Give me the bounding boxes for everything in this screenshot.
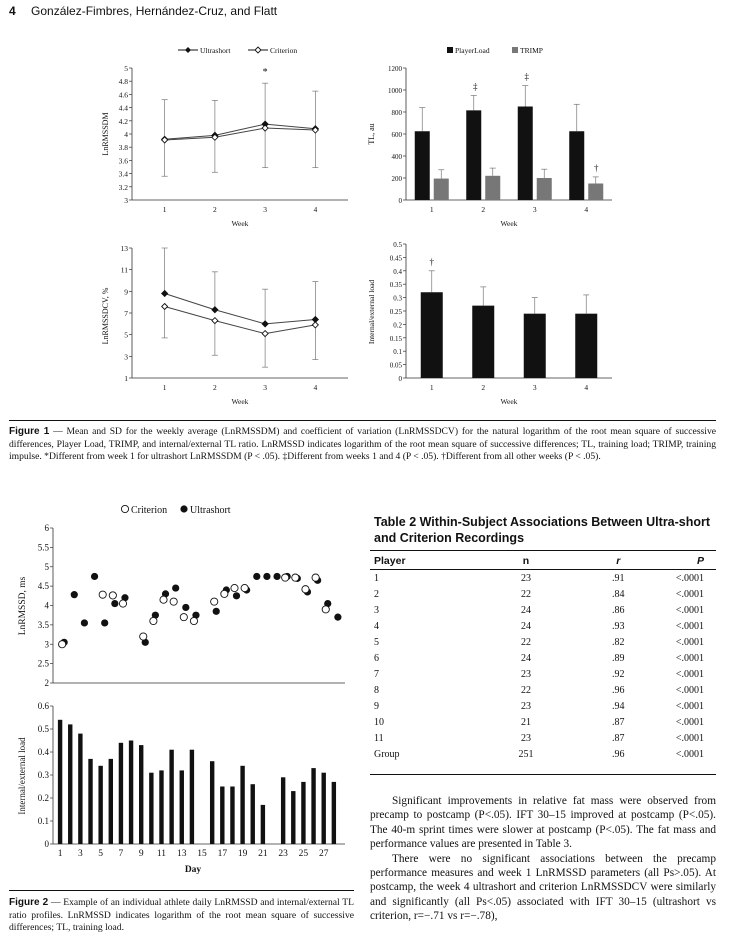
x-tick-label: 21 <box>258 849 268 859</box>
body-text <box>370 794 716 924</box>
cell-p: <.0001 <box>675 652 704 664</box>
data-point-criterion <box>150 617 157 624</box>
x-tick-label: 4 <box>313 205 318 214</box>
y-tick-label: 1000 <box>388 87 402 95</box>
bar-day-7 <box>119 743 123 844</box>
x-tick-label: 25 <box>298 849 309 859</box>
table-row <box>370 730 716 746</box>
y-tick-label: 3.4 <box>118 169 128 179</box>
x-tick-label: 7 <box>118 849 124 859</box>
cell-r: .82 <box>612 636 625 648</box>
y-tick-label: 4.8 <box>118 77 128 87</box>
y-tick-label: 0.25 <box>389 308 402 316</box>
figure2-chart-bars <box>9 698 354 883</box>
table2-title: Table 2 Within-Subject Associations Between Ultra-short and Criterion Recordings <box>374 515 711 545</box>
bar-day-1 <box>58 720 62 844</box>
bar-day-11 <box>159 770 163 844</box>
table-row <box>370 746 716 762</box>
table-row <box>370 698 716 714</box>
y-tick-label: 3 <box>44 639 49 650</box>
cell-p: <.0001 <box>675 748 704 760</box>
data-point-criterion <box>282 574 289 581</box>
table2-header-row <box>370 553 716 570</box>
table-row <box>370 570 716 587</box>
data-point-ultrashort <box>162 291 168 297</box>
y-tick-label: 0.05 <box>389 361 402 370</box>
table-row <box>370 618 716 634</box>
cell-r: .96 <box>612 684 625 696</box>
figure2-caption <box>9 897 354 935</box>
y-tick-label: 0.3 <box>393 294 402 303</box>
cell-n: 24 <box>520 652 531 664</box>
table2-bottom-rule <box>370 774 716 775</box>
col-p-header: P <box>696 555 704 567</box>
x-tick-label: 4 <box>313 383 318 392</box>
y-axis-label: Internal/external load <box>17 737 27 815</box>
cell-player: 9 <box>374 700 379 712</box>
figure1-caption <box>9 426 716 464</box>
cell-player: 2 <box>374 588 379 600</box>
data-point-criterion <box>302 586 309 593</box>
cell-p: <.0001 <box>675 604 704 616</box>
bar-day-10 <box>149 773 153 844</box>
y-tick-label: 0.3 <box>37 770 49 780</box>
data-point-ultrashort <box>213 608 220 615</box>
bar-day-18 <box>230 787 234 845</box>
series-line-ultrashort <box>165 124 316 139</box>
data-point-ultrashort <box>81 619 88 626</box>
legend-marker-ultrashort <box>180 505 187 512</box>
y-tick-label: 400 <box>391 153 402 161</box>
bar-trimp <box>434 179 449 200</box>
data-point-criterion <box>312 574 319 581</box>
cell-r: .89 <box>612 652 625 664</box>
table2 <box>370 553 716 762</box>
data-point-ultrashort <box>101 619 108 626</box>
bar-day-9 <box>139 745 143 844</box>
cell-player: 8 <box>374 684 379 696</box>
bar-ratio <box>421 292 443 378</box>
cell-p: <.0001 <box>675 572 704 584</box>
data-point-criterion <box>162 304 168 310</box>
cell-p: <.0001 <box>675 588 704 600</box>
bar-day-19 <box>240 766 244 844</box>
legend-marker-criterion <box>121 505 128 512</box>
y-tick-label: 3.6 <box>118 156 128 166</box>
table-row <box>370 650 716 666</box>
y-tick-label: 5 <box>124 330 128 340</box>
figure1-caption-text: — Mean and SD for the weekly average (LnRMSSDM) and coefficient of variation (LnRMSSDCV) for the natural logarithm of the root mean square of successive differences, Player Load, TRIMP, and internal/external TL ratio. LnRMSSD indicates logarithm of the root mean square of successive differences; TL, training load; TRIMP, training impulse. *Different from week 1 for ultrashort LnRMSSDM (P < .05). ‡Different from weeks 1 and 4 (P < .05). †Different from all other weeks (P < .05). <box>9 426 717 463</box>
data-point-criterion <box>119 600 126 607</box>
body-paragraph-2: There were no significant associations between the precamp performance measures and week 1 LnRMSSD parameters (all Ps>.05). At postcamp, the week 4 ultrashort and criterion LnRMSSDCV were similarly and significantly (all Ps<.05) associated with IFT 30–15 (ultrashort vs criterion, r=−.71 vs r=−.78), <box>370 852 716 923</box>
data-point-criterion <box>180 614 187 621</box>
data-point-ultrashort <box>233 592 240 599</box>
data-point-criterion <box>59 641 66 648</box>
figure1-caption-label: Figure 1 <box>9 426 50 437</box>
x-axis-label: Day <box>184 865 202 875</box>
bar-playerload <box>569 131 584 200</box>
cell-player: Group <box>374 748 400 760</box>
bar-day-5 <box>98 766 102 844</box>
data-point-criterion <box>109 592 116 599</box>
figure1-chart-a <box>86 40 361 235</box>
cell-player: 11 <box>374 732 384 744</box>
data-point-ultrashort <box>172 584 179 591</box>
bar-day-20 <box>251 784 255 844</box>
x-tick-label: 2 <box>213 383 217 392</box>
cell-n: 24 <box>520 604 531 616</box>
table-row <box>370 714 716 730</box>
cell-r: .84 <box>612 588 625 600</box>
x-tick-label: 2 <box>481 205 486 214</box>
y-tick-label: 800 <box>391 109 402 117</box>
y-tick-label: 0.2 <box>393 321 402 330</box>
y-tick-label: 4 <box>44 600 49 611</box>
legend-label-criterion: Criterion <box>131 505 168 516</box>
cell-n: 22 <box>520 588 531 600</box>
y-tick-label: 7 <box>124 309 128 318</box>
data-point-ultrashort <box>273 573 280 580</box>
x-tick-label: 1 <box>162 205 167 214</box>
bar-day-16 <box>210 761 214 844</box>
significance-marker: † <box>594 162 599 173</box>
x-tick-label: 11 <box>156 849 167 859</box>
y-tick-label: 3.2 <box>118 182 128 192</box>
data-point-criterion <box>160 596 167 603</box>
x-tick-label: 17 <box>217 849 228 859</box>
x-tick-label: 2 <box>213 205 217 214</box>
legend-label-playerload: PlayerLoad <box>455 46 490 55</box>
y-tick-label: 4.4 <box>118 103 128 113</box>
y-tick-label: 200 <box>391 175 402 183</box>
x-tick-label: 27 <box>318 849 329 859</box>
legend-label-ultrashort: Ultrashort <box>200 46 231 55</box>
cell-n: 23 <box>520 668 531 680</box>
cell-n: 24 <box>520 620 531 632</box>
y-tick-label: 600 <box>391 131 402 139</box>
legend-label-trimp: TRIMP <box>520 46 543 55</box>
bar-day-23 <box>281 777 285 844</box>
x-tick-label: 9 <box>138 849 144 859</box>
y-tick-label: 6 <box>44 523 49 533</box>
y-tick-label: 0.4 <box>37 747 49 757</box>
legend-swatch-trimp <box>512 47 518 53</box>
y-tick-label: 1200 <box>388 65 402 73</box>
x-axis-label: Week <box>231 219 249 228</box>
data-point-criterion <box>231 584 238 591</box>
cell-p: <.0001 <box>675 636 704 648</box>
cell-p: <.0001 <box>675 684 704 696</box>
y-tick-label: 3 <box>124 196 128 205</box>
cell-p: <.0001 <box>675 716 704 728</box>
bar-playerload <box>466 110 481 200</box>
bar-playerload <box>518 107 533 201</box>
bar-day-2 <box>68 724 72 844</box>
x-tick-label: 3 <box>263 383 267 392</box>
figure2-top-rule <box>9 890 354 891</box>
cell-n: 23 <box>520 700 531 712</box>
bar-day-21 <box>261 805 265 844</box>
bar-ratio <box>524 314 546 378</box>
legend-marker-ultrashort <box>185 47 191 53</box>
x-tick-label: 1 <box>162 383 167 392</box>
cell-r: .86 <box>612 604 625 616</box>
table-row <box>370 682 716 698</box>
data-point-ultrashort <box>253 573 260 580</box>
bar-day-14 <box>190 750 194 844</box>
legend-label-ultrashort: Ultrashort <box>190 505 231 516</box>
series-line-ultrashort <box>165 294 316 324</box>
data-point-ultrashort <box>91 573 98 580</box>
data-point-criterion <box>221 590 228 597</box>
cell-p: <.0001 <box>675 700 704 712</box>
x-tick-label: 15 <box>197 849 207 859</box>
data-point-criterion <box>312 322 318 328</box>
x-tick-label: 1 <box>429 383 434 392</box>
data-point-criterion <box>212 318 218 324</box>
bar-day-12 <box>169 750 173 844</box>
bar-day-6 <box>109 759 113 844</box>
y-tick-label: 2 <box>44 678 49 688</box>
page-header <box>9 4 277 18</box>
bar-day-3 <box>78 734 82 844</box>
cell-r: .92 <box>612 668 625 680</box>
y-tick-label: 4.5 <box>37 581 49 592</box>
cell-player: 10 <box>374 716 384 728</box>
data-point-ultrashort <box>334 614 341 621</box>
cell-r: .96 <box>612 748 625 760</box>
bar-trimp <box>485 176 500 200</box>
y-axis-label: Internal/external load <box>367 279 376 345</box>
y-tick-label: 0.4 <box>393 267 402 276</box>
y-tick-label: 5 <box>124 64 128 73</box>
x-axis-label: Week <box>500 219 518 228</box>
x-tick-label: 3 <box>532 205 537 214</box>
x-tick-label: 13 <box>177 849 187 859</box>
body-paragraph-1: Significant improvements in relative fat mass were observed from precamp to postcamp (P<.05). IFT 30–15 improved at postcamp (P<.05). The 40-m sprint times were slower at postcamp (P<.05). The fat mass and performance values are presented in Table 3. <box>370 795 716 851</box>
x-axis-label: Week <box>231 397 249 406</box>
x-tick-label: 2 <box>481 383 486 392</box>
x-tick-label: 1 <box>57 849 63 859</box>
bar-day-28 <box>332 782 336 844</box>
x-tick-label: 3 <box>78 849 83 859</box>
running-authors: González-Fimbres, Hernández-Cruz, and Flatt <box>31 4 278 18</box>
data-point-ultrashort <box>212 307 218 313</box>
y-tick-label: 0 <box>398 375 402 383</box>
x-tick-label: 19 <box>237 849 248 859</box>
significance-marker: * <box>262 67 268 78</box>
y-tick-label: 0.15 <box>389 334 402 343</box>
y-tick-label: 1 <box>124 374 128 383</box>
data-point-criterion <box>211 598 218 605</box>
cell-n: 23 <box>520 732 531 744</box>
cell-r: .91 <box>612 572 625 584</box>
bar-playerload <box>415 131 430 200</box>
col-player-header: Player <box>374 555 406 567</box>
y-tick-label: 5.5 <box>37 542 49 553</box>
cell-player: 4 <box>374 620 379 632</box>
y-tick-label: 11 <box>120 265 128 275</box>
y-axis-label: LnRMSSD, ms <box>18 576 28 636</box>
bar-day-25 <box>301 782 305 844</box>
x-tick-label: 4 <box>584 205 589 214</box>
figure2-caption-label: Figure 2 <box>9 897 49 908</box>
figure1-chart-b <box>362 40 632 235</box>
cell-n: 22 <box>520 684 531 696</box>
y-tick-label: 9 <box>124 287 128 297</box>
col-r-header: r <box>616 555 621 567</box>
bar-ratio <box>575 314 597 378</box>
figure2-caption-text: — Example of an individual athlete daily LnRMSSD and internal/external TL ratio profiles. LnRMSSD indicates logarithm of the root mean square of successive differences; TL, training load. <box>9 897 354 934</box>
cell-n: 22 <box>520 636 531 648</box>
cell-r: .94 <box>612 700 625 712</box>
y-tick-label: 4.2 <box>118 116 128 126</box>
table2-top-rule <box>370 550 716 551</box>
data-point-criterion <box>190 617 197 624</box>
significance-marker: ‡ <box>473 81 478 92</box>
cell-player: 5 <box>374 636 379 648</box>
figure1-top-rule <box>9 420 716 421</box>
y-tick-label: 3.8 <box>118 143 128 153</box>
y-tick-label: 13 <box>120 244 128 253</box>
series-line-criterion <box>165 307 316 334</box>
data-point-ultrashort <box>111 600 118 607</box>
data-point-ultrashort <box>71 591 78 598</box>
bar-day-8 <box>129 741 133 845</box>
table-row <box>370 634 716 650</box>
legend-marker-criterion <box>255 47 261 53</box>
figure1-chart-d <box>362 238 632 410</box>
y-tick-label: 0.35 <box>389 281 402 290</box>
data-point-criterion <box>99 591 106 598</box>
bar-day-13 <box>180 770 184 844</box>
cell-n: 23 <box>520 572 531 584</box>
x-tick-label: 3 <box>263 205 267 214</box>
data-point-criterion <box>170 598 177 605</box>
y-tick-label: 0.1 <box>37 816 49 826</box>
y-tick-label: 4 <box>124 130 128 139</box>
table-row <box>370 666 716 682</box>
table-row <box>370 602 716 618</box>
y-tick-label: 2.5 <box>37 658 49 669</box>
y-axis-label: LnRMSSDM <box>101 112 110 156</box>
bar-trimp <box>588 184 603 201</box>
bar-day-26 <box>311 768 315 844</box>
y-tick-label: 0.5 <box>393 241 402 249</box>
cell-player: 7 <box>374 668 379 680</box>
cell-player: 1 <box>374 572 379 584</box>
y-tick-label: 3 <box>124 352 128 362</box>
data-point-criterion <box>322 606 329 613</box>
y-tick-label: 0.1 <box>393 348 402 357</box>
data-point-criterion <box>262 125 268 131</box>
bar-ratio <box>472 306 494 378</box>
significance-marker: † <box>429 256 434 267</box>
y-tick-label: 0.2 <box>37 793 49 803</box>
col-n-header: n <box>522 555 530 567</box>
cell-r: .87 <box>612 732 625 744</box>
bar-day-4 <box>88 759 92 844</box>
cell-p: <.0001 <box>675 620 704 632</box>
bar-day-17 <box>220 787 224 845</box>
legend-swatch-playerload <box>447 47 453 53</box>
cell-player: 6 <box>374 652 379 664</box>
x-axis-label: Week <box>500 397 518 406</box>
x-tick-label: 4 <box>584 383 589 392</box>
y-axis-label: TL, au <box>367 123 376 145</box>
x-tick-label: 23 <box>278 849 288 859</box>
data-point-ultrashort <box>263 573 270 580</box>
data-point-criterion <box>262 331 268 337</box>
y-tick-label: 0 <box>398 197 402 205</box>
bar-day-27 <box>322 773 326 844</box>
cell-n: 21 <box>520 716 531 728</box>
data-point-ultrashort <box>262 321 268 327</box>
cell-p: <.0001 <box>675 732 704 744</box>
legend-label-criterion: Criterion <box>270 46 298 55</box>
cell-n: 251 <box>518 748 534 760</box>
figure1-chart-c <box>86 238 361 410</box>
y-tick-label: 0.5 <box>37 724 49 734</box>
x-tick-label: 1 <box>429 205 434 214</box>
cell-r: .87 <box>612 716 625 728</box>
cell-p: <.0001 <box>675 668 704 680</box>
data-point-ultrashort <box>182 604 189 611</box>
significance-marker: ‡ <box>524 71 529 82</box>
cell-player: 3 <box>374 604 379 616</box>
data-point-criterion <box>241 584 248 591</box>
y-tick-label: 3.5 <box>37 619 49 630</box>
figure2-chart-scatter <box>9 498 354 698</box>
x-tick-label: 5 <box>98 849 104 859</box>
y-tick-label: 0.6 <box>37 701 49 711</box>
y-axis-label: LnRMSSDCV, % <box>101 287 110 345</box>
bar-trimp <box>537 178 552 200</box>
table-row <box>370 586 716 602</box>
data-point-criterion <box>292 574 299 581</box>
y-tick-label: 5 <box>44 561 49 572</box>
data-point-criterion <box>140 633 147 640</box>
y-tick-label: 4.6 <box>118 90 128 100</box>
page-number: 4 <box>9 4 16 18</box>
cell-r: .93 <box>612 620 625 632</box>
y-tick-label: 0 <box>44 839 49 849</box>
y-tick-label: 0.45 <box>389 254 402 263</box>
x-tick-label: 3 <box>532 383 537 392</box>
bar-day-24 <box>291 791 295 844</box>
